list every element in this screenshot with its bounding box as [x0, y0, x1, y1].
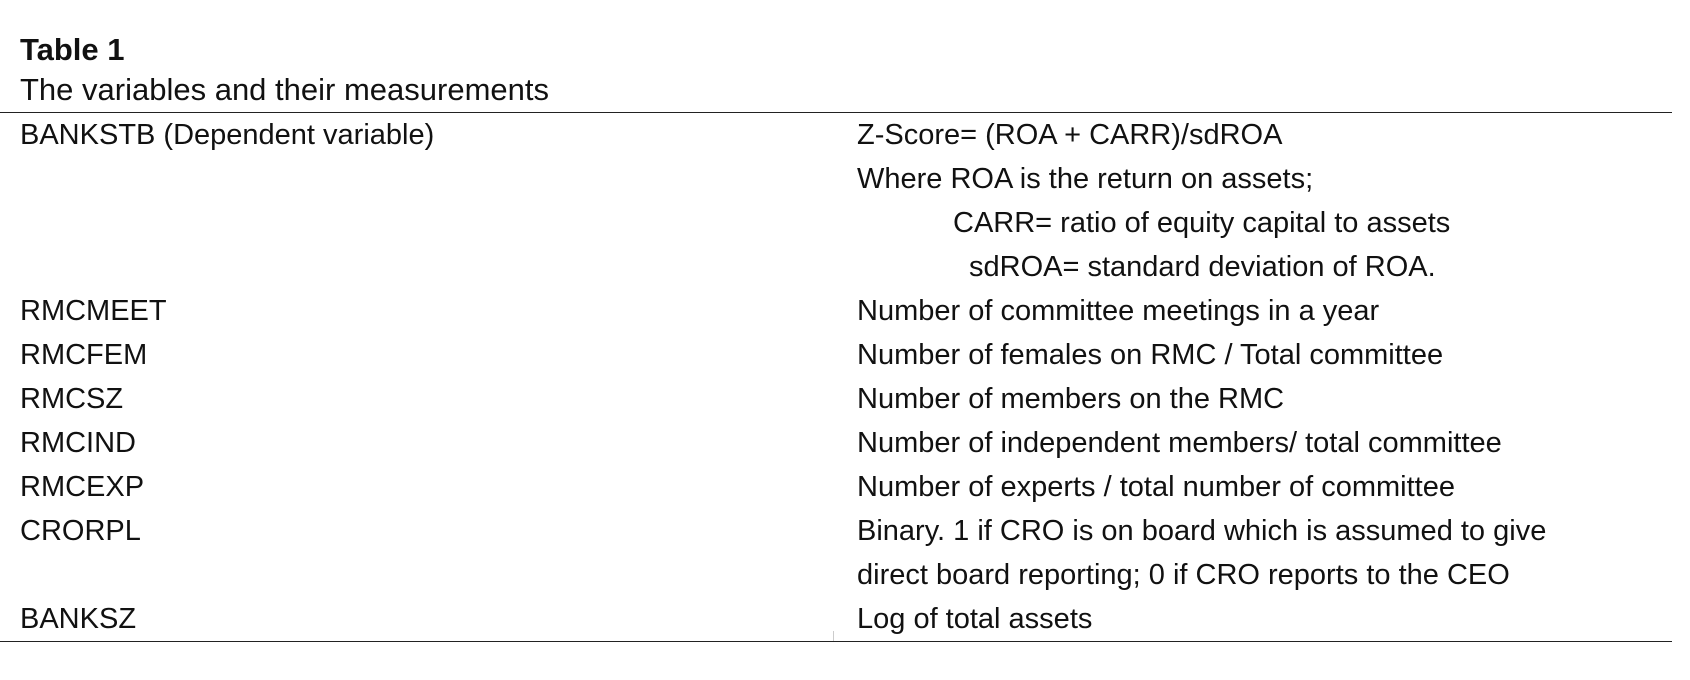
variable-name: BANKSTB (Dependent variable): [20, 119, 435, 151]
table-label: Table 1: [20, 32, 125, 67]
column-divider-tick: [833, 631, 834, 641]
table-row: [0, 113, 1672, 289]
measurement-line: Number of independent members/ total committee: [857, 427, 1502, 459]
variable-name: RMCEXP: [20, 471, 145, 503]
table-row: [0, 377, 1672, 421]
variable-measurement: [835, 377, 1672, 421]
measurement-line: CARR= ratio of equity capital to assets: [953, 207, 1451, 239]
measurement-line: Number of committee meetings in a year: [857, 295, 1380, 327]
variable-measurement: [835, 509, 1672, 597]
table-row: [0, 421, 1672, 465]
variable-measurement: [835, 465, 1672, 509]
variable-name: RMCIND: [20, 427, 136, 459]
variable-measurement: [835, 113, 1672, 289]
variable-measurement: [835, 289, 1672, 333]
table-body: [0, 113, 1672, 641]
variable-name: RMCSZ: [20, 383, 124, 415]
variable-measurement: [835, 597, 1672, 641]
measurement-line: Number of females on RMC / Total committee: [857, 339, 1444, 371]
variable-measurement: [835, 333, 1672, 377]
measurement-line: Log of total assets: [857, 603, 1093, 635]
table-row: [0, 465, 1672, 509]
table-row: [0, 597, 1672, 641]
table-caption: The variables and their measurements: [20, 72, 549, 107]
bottom-rule: [0, 641, 1672, 642]
measurement-line: Where ROA is the return on assets;: [857, 163, 1314, 195]
measurement-line: Number of members on the RMC: [857, 383, 1285, 415]
measurement-line: sdROA= standard deviation of ROA.: [969, 251, 1436, 283]
variables-table: [0, 30, 1672, 642]
measurement-line: Binary. 1 if CRO is on board which is assumed to give: [857, 515, 1547, 547]
measurement-line: direct board reporting; 0 if CRO reports to the CEO: [857, 559, 1510, 591]
measurement-line: Number of experts / total number of committee: [857, 471, 1455, 503]
variable-name: RMCMEET: [20, 295, 167, 327]
variable-name: CRORPL: [20, 515, 141, 547]
table-row: [0, 289, 1672, 333]
table-row: [0, 509, 1672, 597]
variable-name: RMCFEM: [20, 339, 148, 371]
variable-name: BANKSZ: [20, 603, 137, 635]
measurement-line: Z-Score= (ROA + CARR)/sdROA: [857, 119, 1283, 151]
variable-measurement: [835, 421, 1672, 465]
table-row: [0, 333, 1672, 377]
